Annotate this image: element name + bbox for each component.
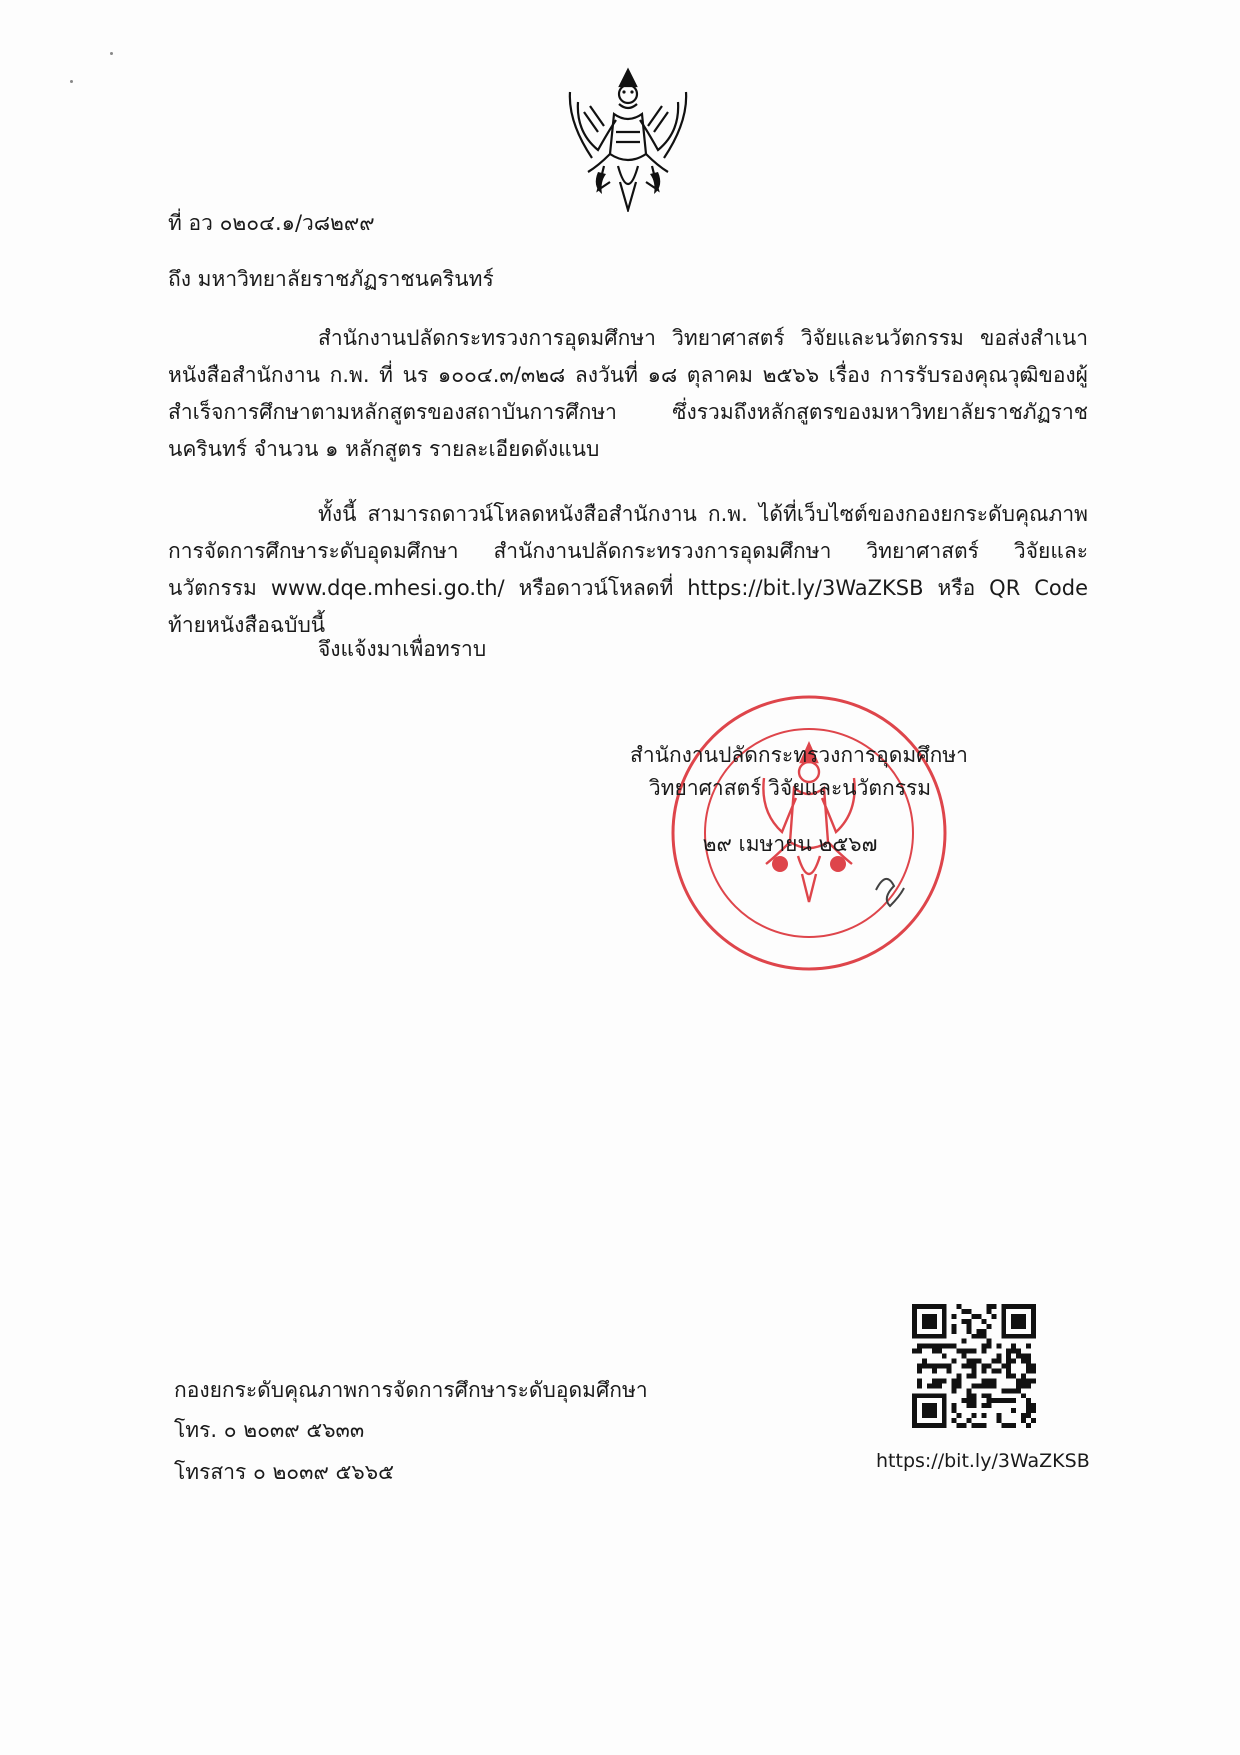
body-paragraph-2-text: ทั้งนี้ สามารถดาวน์โหลดหนังสือสำนักงาน ก.พ. ได้ที่เว็บไซต์ของกองยกระดับคุณภาพการจัดการศึกษาระดับอุดมศึกษา สำนักงานปลัดกระทรวงการอุดมศึกษา วิทยาศาสตร์ วิจัยและนวัตกรรม www.dqe.mhesi.go.th/ หรือดาวน์โหลดที่ https://bit.ly/3WaZKSB หรือ QR Code ท้ายหนังสือฉบับนี้ bbox=[168, 502, 1088, 637]
signature-office-line-2: วิทยาศาสตร์ วิจัยและนวัตกรรม bbox=[648, 776, 932, 800]
recipient: ถึง มหาวิทยาลัยราชภัฏราชนครินทร์ bbox=[168, 267, 494, 291]
garuda-emblem-icon bbox=[558, 62, 698, 212]
footer-telephone: โทร. ๐ ๒๐๓๙ ๕๖๓๓ bbox=[174, 1418, 365, 1442]
signature-office-line-1: สำนักงานปลัดกระทรวงการอุดมศึกษา bbox=[630, 743, 968, 767]
body-paragraph-1 bbox=[168, 320, 1088, 468]
footer-fax: โทรสาร ๐ ๒๐๓๙ ๕๖๖๕ bbox=[174, 1460, 394, 1484]
body-paragraph-1-text: สำนักงานปลัดกระทรวงการอุดมศึกษา วิทยาศาสตร์ วิจัยและนวัตกรรม ขอส่งสำเนาหนังสือสำนักงาน ก.พ. ที่ นร ๑๐๐๔.๓/๓๒๘ ลงวันที่ ๑๘ ตุลาคม ๒๕๖๖ เรื่อง การรับรองคุณวุฒิของผู้สำเร็จการศึกษาตามหลักสูตรของสถาบันการศึกษา ซึ่งรวมถึงหลักสูตรของมหาวิทยาลัยราชภัฏราชนครินทร์ จำนวน ๑ หลักสูตร รายละเอียดดังแนบ bbox=[168, 326, 1088, 461]
qr-code-icon[interactable] bbox=[912, 1304, 1036, 1428]
closing-line: จึงแจ้งมาเพื่อทราบ bbox=[318, 637, 487, 661]
qr-url-caption[interactable]: https://bit.ly/3WaZKSB bbox=[876, 1450, 1090, 1472]
footer-department: กองยกระดับคุณภาพการจัดการศึกษาระดับอุดมศึกษา bbox=[174, 1378, 648, 1402]
scan-speck bbox=[70, 80, 73, 83]
reference-number: ที่ อว ๐๒๐๔.๑/ว๘๒๙๙ bbox=[168, 211, 375, 235]
body-paragraph-2 bbox=[168, 496, 1088, 644]
signature-date: ๒๙ เมษายน ๒๕๖๗ bbox=[702, 832, 878, 856]
scan-speck bbox=[110, 52, 113, 55]
